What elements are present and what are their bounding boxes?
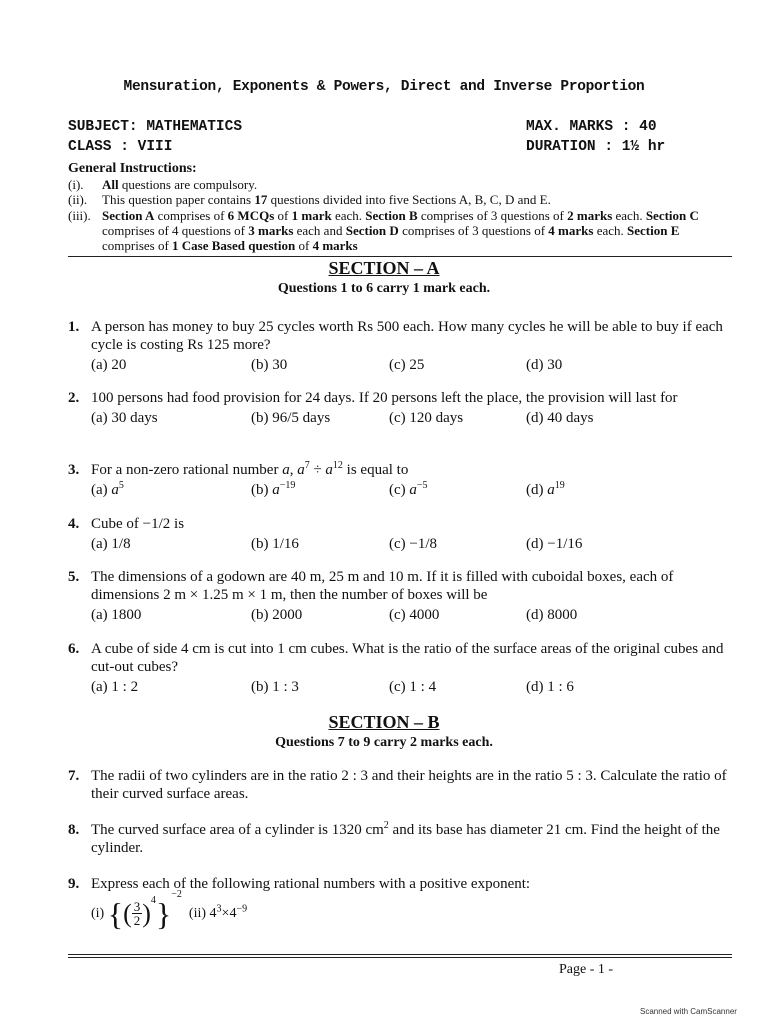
- option-a: (a) 1800: [91, 607, 142, 623]
- option-a: (a) 1 : 2: [91, 679, 139, 695]
- divider: [68, 256, 732, 257]
- subject-label: SUBJECT: MATHEMATICS: [68, 119, 243, 135]
- option-a: (a) 20: [91, 357, 127, 373]
- question-2: [68, 389, 732, 428]
- paper-title: Mensuration, Exponents & Powers, Direct and Inverse Proportion: [123, 79, 645, 95]
- option-c: (c) 4000: [389, 607, 440, 623]
- option-c: (c) 1 : 4: [389, 679, 437, 695]
- question-text: A person has money to buy 25 cycles worth Rs 500 each. How many cycles he will be able to buy if each cycle is costing Rs 125 more?: [91, 319, 723, 353]
- section-b-subheading: Questions 7 to 9 carry 2 marks each.: [275, 735, 493, 750]
- fraction: $\frac{3}{2}$: [133, 899, 141, 929]
- option-b: (b) 30: [251, 357, 288, 373]
- part-ii-label: (ii): [188, 906, 207, 921]
- option-b: (b) 1 : 3: [251, 679, 299, 695]
- option-b: (b) 1/16: [251, 536, 299, 552]
- question-number: 8.: [68, 822, 80, 838]
- question-number: 7.: [68, 768, 80, 784]
- part-i-label: (i): [91, 906, 105, 921]
- question-1: [68, 318, 732, 375]
- question-number: 1.: [68, 319, 80, 335]
- scanner-watermark: Scanned with CamScanner: [640, 1007, 737, 1016]
- section-b-heading: SECTION – B: [328, 712, 440, 732]
- option-b: (b) 96/5 days: [251, 410, 331, 426]
- options-row: [91, 606, 732, 625]
- option-c: (c) −1/8: [389, 536, 438, 552]
- max-marks-label: MAX. MARKS : 40: [526, 119, 657, 135]
- option-d: (d) 40 days: [526, 410, 594, 426]
- question-text: A cube of side 4 cm is cut into 1 cm cubes. What is the ratio of the surface areas of the original cubes and cut-out cubes?: [91, 641, 724, 675]
- footer-divider: [68, 954, 732, 955]
- footer-divider: [68, 957, 732, 958]
- question-text: The radii of two cylinders are in the ratio 2 : 3 and their heights are in the ratio 5 : 3. Calculate the ratio of their curved surface areas.: [91, 768, 727, 802]
- option-b: (b) 2000: [251, 607, 303, 623]
- instruction-item: [68, 177, 732, 192]
- option-d: (d) 1 : 6: [526, 679, 574, 695]
- section-a-subheading: Questions 1 to 6 carry 1 mark each.: [277, 281, 491, 296]
- question-9: [68, 875, 732, 932]
- question-7: [68, 767, 732, 803]
- page-number: Page - 1 -: [559, 962, 614, 977]
- question-number: 9.: [68, 876, 80, 892]
- question-text: 100 persons had food provision for 24 days. If 20 persons left the place, the provision will last for: [91, 390, 678, 406]
- right-brace: }: [155, 895, 172, 932]
- question-number: 5.: [68, 569, 80, 585]
- instruction-item: [68, 192, 732, 207]
- question-3: [68, 461, 732, 500]
- instruction-item: [68, 208, 732, 253]
- class-label: CLASS : VIII: [68, 139, 173, 155]
- question-text: The dimensions of a godown are 40 m, 25 m and 10 m. If it is filled with cuboidal boxes, each of dimensions 2 m × 1.25 m × 1 m, then the number of boxes will be: [91, 569, 674, 603]
- question-number: 4.: [68, 516, 80, 532]
- options-row: [91, 481, 732, 500]
- option-d: (d) −1/16: [526, 536, 583, 552]
- question-number: 3.: [68, 462, 80, 478]
- question-text: Express each of the following rational numbers with a positive exponent:: [91, 876, 531, 892]
- instruction-number: (ii).: [68, 192, 88, 207]
- duration-label: DURATION : 1½ hr: [526, 139, 666, 155]
- question-number: 2.: [68, 390, 80, 406]
- option-a: (a) $a^5$: [91, 480, 124, 498]
- instruction-number: (iii).: [68, 208, 91, 223]
- question-text: For a non-zero rational number a, $a^7 \div a^{12}$ is equal to: [91, 460, 409, 478]
- options-row: [91, 678, 732, 697]
- option-b: (b) $a^{-19}$: [251, 480, 296, 498]
- question-8: [68, 821, 732, 857]
- options-row: [91, 356, 732, 375]
- options-row: [91, 535, 732, 554]
- question-5: [68, 568, 732, 625]
- instruction-text: All questions are compulsory.: [102, 177, 258, 192]
- question-number: 6.: [68, 641, 80, 657]
- option-d: (d) 8000: [526, 607, 578, 623]
- section-a-heading: SECTION – A: [328, 258, 440, 278]
- instructions-heading: General Instructions:: [68, 161, 197, 176]
- instruction-text: This question paper contains 17 questions divided into five Sections A, B, C, D and E.: [102, 192, 551, 207]
- option-c: (c) $a^{-5}$: [389, 480, 428, 498]
- question-text: Cube of −1/2 is: [91, 516, 185, 532]
- instruction-number: (i).: [68, 177, 84, 192]
- question-4: [68, 515, 732, 554]
- instruction-text: Section A comprises of 6 MCQs of 1 mark each. Section B comprises of 3 questions of 2 marks each. Section C comprises of 4 questions of 3 marks each and Section D comprises of 3 questions of 4 marks each. Section E comprises of 1 Case Based question of 4 marks: [102, 208, 699, 253]
- option-c: (c) 25: [389, 357, 425, 373]
- question-text: The curved surface area of a cylinder is 1320 $cm^2$ and its base has diameter 21 cm. Find the height of the cylinder.: [91, 820, 720, 856]
- left-brace: {: [107, 895, 124, 932]
- question-6: [68, 640, 732, 697]
- expression-row: (i) {( $\frac{3}{2}$ )$^4$}$^{-2}$ (ii) $4^3\times 4^{-9}$: [91, 889, 248, 932]
- option-d: (d) $a^{19}$: [526, 480, 565, 498]
- option-c: (c) 120 days: [389, 410, 464, 426]
- option-d: (d) 30: [526, 357, 563, 373]
- option-a: (a) 1/8: [91, 536, 131, 552]
- options-row: [91, 409, 732, 428]
- option-a: (a) 30 days: [91, 410, 158, 426]
